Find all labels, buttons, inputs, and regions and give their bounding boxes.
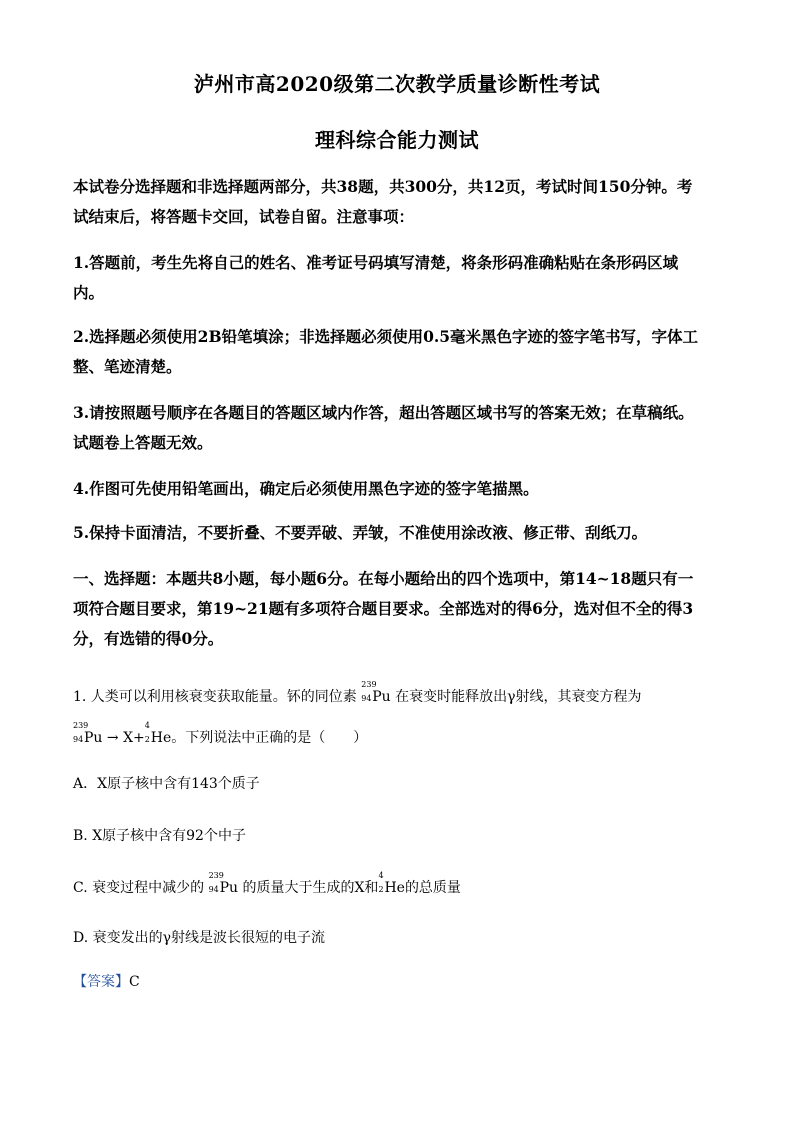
rule-line: 4.作图可先使用铅笔画出，确定后必须使用黑色字迹的签字笔描黑。 — [73, 479, 539, 498]
intro-line: 试结束后，将答题卡交回，试卷自留。注意事项： — [73, 207, 415, 226]
rule-line: 3.请按照题号顺序在各题目的答题区域内作答，超出答题区域书写的答案无效；在草稿纸。 — [73, 403, 694, 422]
intro-line: 本试卷分选择题和非选择题两部分，共38题，共300分，共12页，考试时间150分钟。考 — [73, 177, 693, 196]
exam-title: 泸州市高2020级第二次教学质量诊断性考试 — [193, 72, 601, 96]
he-mass-number: 4 — [144, 721, 150, 730]
rule-line: 5.保持卡面清洁，不要折叠、不要弄破、弄皱，不准使用涂改液、修正带、刮纸刀。 — [73, 523, 648, 542]
rule-item-5 — [73, 518, 723, 548]
he-mass-number: 4 — [378, 871, 384, 880]
option-b: B. X原子核中含有92个中子 — [73, 828, 246, 844]
option-a: A．X原子核中含有143个质子 — [73, 776, 260, 792]
pu-atomic-number: 94 — [361, 694, 372, 703]
rule-item-3 — [73, 398, 723, 458]
pu-mass-number: 239 — [208, 871, 224, 880]
plutonium-nuclide — [361, 680, 391, 707]
rule-line: 整、笔迹清楚。 — [73, 357, 182, 376]
answer-line — [73, 972, 733, 992]
rule-line: 1.答题前，考生先将自己的姓名、准考证号码填写清楚，将条形码准确粘贴在条形码区域 — [73, 253, 679, 272]
rule-item-2 — [73, 322, 723, 382]
intro-paragraph — [73, 172, 723, 232]
section-heading — [73, 564, 723, 654]
decay-arrow: → X+ — [102, 730, 145, 746]
section-line: 分，有选错的得0分。 — [73, 629, 224, 648]
option-c — [73, 871, 733, 898]
he-atomic-number: 2 — [144, 735, 150, 744]
pu-symbol: Pu — [219, 880, 239, 896]
exam-subtitle: 理科综合能力测试 — [315, 128, 479, 152]
answer-value: C — [129, 974, 140, 990]
helium-nuclide — [378, 871, 405, 898]
plutonium-nuclide — [208, 871, 239, 898]
rule-line: 2.选择题必须使用2B铅笔填涂；非选择题必须使用0.5毫米黑色字迹的签字笔书写，字体工 — [73, 327, 699, 346]
rule-line: 内。 — [73, 283, 105, 302]
he-atomic-number: 2 — [378, 885, 384, 894]
he-symbol: He — [384, 880, 405, 896]
question-1-stem-line1 — [73, 680, 733, 707]
pu-atomic-number: 94 — [73, 735, 84, 744]
he-symbol: He — [150, 730, 172, 746]
pu-mass-number: 239 — [73, 721, 89, 730]
section-line: 一、选择题：本题共8小题，每小题6分。在每小题给出的四个选项中，第14~18题只有一 — [73, 569, 694, 588]
rule-item-4 — [73, 474, 723, 504]
rule-line: 试题卷上答题无效。 — [73, 433, 213, 452]
question-text: 在衰变时能释放出γ射线，其衰变方程为 — [395, 689, 642, 705]
pu-atomic-number: 94 — [208, 885, 219, 894]
pu-mass-number: 239 — [361, 680, 377, 689]
option-text: 的总质量 — [404, 880, 461, 896]
question-text: 。下列说法中正确的是（ ） — [171, 730, 368, 746]
answer-tag: 【答案】 — [73, 974, 129, 990]
helium-nuclide — [144, 721, 172, 748]
rule-item-1 — [73, 248, 723, 308]
section-line: 项符合题目要求，第19~21题有多项符合题目要求。全部选对的得6分，选对但不全的得3 — [73, 599, 694, 618]
option-d: D. 衰变发出的γ射线是波长很短的电子流 — [73, 930, 325, 946]
question-text: 1. 人类可以利用核衰变获取能量。钚的同位素 — [73, 689, 357, 705]
pu-symbol: Pu — [372, 689, 391, 705]
option-text: C. 衰变过程中减少的 — [73, 880, 205, 896]
option-text: 的质量大于生成的X和 — [242, 880, 379, 896]
pu-symbol: Pu — [84, 730, 103, 746]
plutonium-nuclide — [73, 721, 103, 748]
question-1-equation-line — [73, 721, 733, 748]
